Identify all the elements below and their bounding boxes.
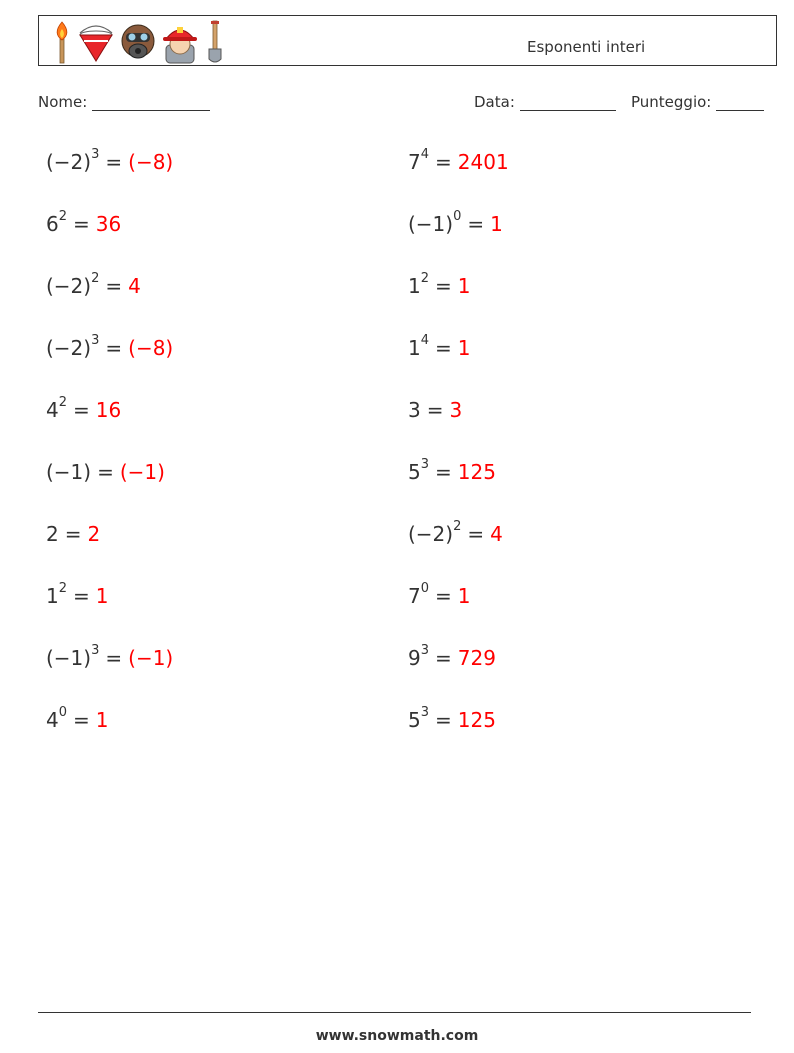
problem-equals: = bbox=[64, 522, 82, 546]
problem-exponent: 3 bbox=[420, 705, 430, 721]
problem-item bbox=[46, 147, 174, 174]
problem-base: (−2) bbox=[46, 150, 92, 174]
problem-base: (−2) bbox=[46, 336, 92, 360]
problem-item bbox=[46, 333, 174, 360]
problem-answer: 4 bbox=[490, 522, 503, 546]
problem-equals: = bbox=[435, 708, 452, 732]
problem-answer: 2 bbox=[87, 522, 101, 546]
problem-answer: (−8) bbox=[128, 150, 174, 174]
problem-exponent: 4 bbox=[420, 147, 430, 163]
problem-item bbox=[46, 581, 109, 608]
problem-item bbox=[46, 460, 165, 484]
problem-base: 7 bbox=[408, 150, 421, 174]
problem-equals: = bbox=[435, 150, 452, 174]
problem-equals: = bbox=[105, 646, 123, 670]
problem-equals: = bbox=[73, 584, 90, 608]
score-label: Punteggio: bbox=[631, 93, 712, 111]
problem-answer: (−8) bbox=[128, 336, 174, 360]
problem-exponent: 2 bbox=[58, 209, 68, 225]
problem-base: 5 bbox=[408, 460, 421, 484]
problem-item bbox=[408, 271, 471, 298]
problem-answer: (−1) bbox=[119, 460, 165, 484]
problem-base: 4 bbox=[46, 708, 59, 732]
problem-item bbox=[46, 271, 141, 298]
name-label: Nome: bbox=[38, 93, 88, 111]
problem-exponent: 2 bbox=[91, 271, 100, 287]
problem-item bbox=[46, 395, 122, 422]
header-icons bbox=[51, 19, 230, 65]
problem-equals: = bbox=[73, 212, 90, 236]
problem-answer: 125 bbox=[457, 460, 496, 484]
score-field bbox=[631, 93, 764, 111]
shovel-icon bbox=[203, 19, 227, 65]
problem-exponent: 2 bbox=[58, 395, 68, 411]
problem-answer: 4 bbox=[128, 274, 141, 298]
problem-equals: = bbox=[73, 398, 90, 422]
problem-exponent: 2 bbox=[453, 519, 462, 535]
problem-equals: = bbox=[97, 460, 114, 484]
problem-answer: 2401 bbox=[457, 150, 509, 174]
problem-answer: 36 bbox=[95, 212, 122, 236]
problem-base: 6 bbox=[46, 212, 59, 236]
problem-equals: = bbox=[105, 274, 123, 298]
header-box bbox=[38, 15, 777, 66]
name-field bbox=[38, 93, 210, 111]
problem-item bbox=[46, 705, 109, 732]
problem-answer: 1 bbox=[95, 708, 109, 732]
problem-exponent: 2 bbox=[420, 271, 430, 287]
problem-item bbox=[408, 581, 471, 608]
problem-base: (−1) bbox=[408, 212, 454, 236]
fire-bucket-icon bbox=[76, 19, 116, 65]
problem-equals: = bbox=[435, 460, 452, 484]
date-blank[interactable] bbox=[520, 94, 616, 111]
problem-base: 5 bbox=[408, 708, 421, 732]
problem-item bbox=[46, 522, 100, 546]
problem-item bbox=[408, 333, 471, 360]
problem-answer: 1 bbox=[490, 212, 503, 236]
worksheet-title: Esponenti interi bbox=[527, 38, 646, 56]
problem-equals: = bbox=[467, 522, 485, 546]
problem-equals: = bbox=[435, 336, 452, 360]
problem-item bbox=[408, 147, 509, 174]
problem-equals: = bbox=[73, 708, 90, 732]
problem-answer: (−1) bbox=[128, 646, 174, 670]
problem-exponent: 3 bbox=[420, 643, 430, 659]
problem-exponent: 0 bbox=[58, 705, 68, 721]
problem-exponent: 3 bbox=[91, 333, 100, 349]
problem-base: 4 bbox=[46, 398, 59, 422]
problem-item bbox=[408, 457, 496, 484]
problem-base: 2 bbox=[46, 522, 59, 546]
problem-base: (−1) bbox=[46, 646, 92, 670]
problem-item bbox=[46, 209, 122, 236]
problem-base: 1 bbox=[46, 584, 59, 608]
problem-exponent: 0 bbox=[420, 581, 430, 597]
problem-item bbox=[408, 643, 496, 670]
problem-exponent: 3 bbox=[91, 147, 100, 163]
problem-equals: = bbox=[467, 212, 485, 236]
problem-item bbox=[408, 705, 496, 732]
problem-exponent: 3 bbox=[91, 643, 100, 659]
date-label: Data: bbox=[474, 93, 515, 111]
problem-base: 7 bbox=[408, 584, 421, 608]
problem-base: (−1) bbox=[46, 460, 92, 484]
problem-equals: = bbox=[435, 274, 452, 298]
problem-item bbox=[408, 398, 462, 422]
problem-answer: 1 bbox=[457, 584, 471, 608]
problem-answer: 16 bbox=[95, 398, 122, 422]
problem-base: (−2) bbox=[408, 522, 454, 546]
problem-exponent: 0 bbox=[453, 209, 462, 225]
problem-answer: 3 bbox=[449, 398, 463, 422]
name-blank[interactable] bbox=[92, 94, 210, 111]
problem-exponent: 4 bbox=[420, 333, 430, 349]
problem-answer: 729 bbox=[457, 646, 496, 670]
problem-base: 9 bbox=[408, 646, 421, 670]
problem-item bbox=[408, 519, 503, 546]
problem-equals: = bbox=[426, 398, 444, 422]
problem-equals: = bbox=[105, 150, 123, 174]
date-field bbox=[474, 93, 616, 111]
problem-base: (−2) bbox=[46, 274, 92, 298]
torch-icon bbox=[51, 19, 73, 65]
problem-item bbox=[46, 643, 174, 670]
problem-item bbox=[408, 209, 503, 236]
score-blank[interactable] bbox=[716, 94, 764, 111]
footer-divider bbox=[38, 1012, 751, 1013]
problem-exponent: 3 bbox=[420, 457, 430, 473]
footer-url: www.snowmath.com bbox=[315, 1028, 479, 1044]
problem-answer: 1 bbox=[95, 584, 109, 608]
problem-base: 3 bbox=[408, 398, 421, 422]
problem-equals: = bbox=[105, 336, 123, 360]
firefighter-icon bbox=[160, 19, 200, 65]
problem-equals: = bbox=[435, 646, 452, 670]
problem-equals: = bbox=[435, 584, 452, 608]
problem-exponent: 2 bbox=[58, 581, 68, 597]
gas-mask-icon bbox=[119, 19, 157, 65]
problem-base: 1 bbox=[408, 336, 421, 360]
problem-answer: 1 bbox=[457, 336, 471, 360]
problem-base: 1 bbox=[408, 274, 421, 298]
problem-answer: 1 bbox=[457, 274, 471, 298]
problem-answer: 125 bbox=[457, 708, 496, 732]
